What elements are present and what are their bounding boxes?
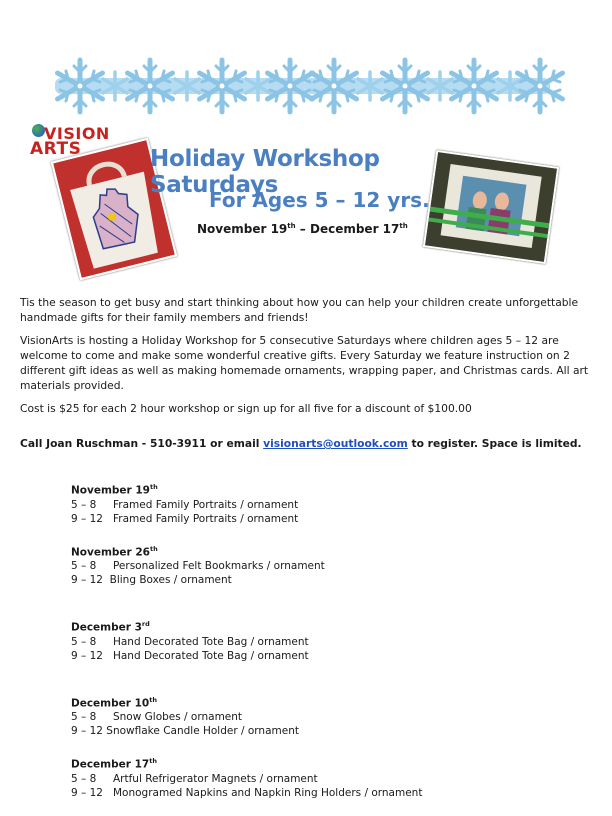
schedule-row: 9 – 12 Hand Decorated Tote Bag / ornament — [71, 649, 309, 662]
description-paragraph: VisionArts is hosting a Holiday Workshop for 5 consecutive Saturdays where children ages 5 – 12 are welcome to come and make some wonderful creative gifts. Every Saturday we feature instruction on 2 different gift ideas as well as making homemade ornaments, wrapping paper, and Christmas cards. All art materials provided. — [20, 334, 589, 392]
start-date: November 19 — [197, 222, 288, 236]
schedule-date-text: December 10 — [71, 697, 150, 709]
schedule-date — [71, 693, 521, 711]
schedule-row: 5 – 8 Artful Refrigerator Magnets / ornament — [71, 772, 318, 785]
intro-paragraph: Tis the season to get busy and start thinking about how you can help your children create unforgettable handmade gifts for their family members and friends! — [20, 296, 579, 324]
page-title: Holiday Workshop Saturdays — [150, 146, 380, 198]
schedule-day — [71, 480, 521, 526]
schedule-date-text: November 26 — [71, 546, 150, 558]
schedule-row: 5 – 8 Snow Globes / ornament — [71, 711, 243, 723]
schedule-row: 9 – 12 Framed Family Portraits / ornament — [71, 512, 299, 525]
schedule-date — [71, 754, 521, 772]
contact-text-end: to register. Space is limited. — [407, 437, 582, 450]
schedule-row: 9 – 12 Bling Boxes / ornament — [71, 574, 232, 586]
schedule-row: 9 – 12 Monogramed Napkins and Napkin Ring Holders / ornament — [71, 786, 423, 799]
schedule-date-text: November 19 — [71, 484, 150, 497]
logo-line-2: ARTS — [30, 139, 82, 159]
end-date-suffix: th — [399, 222, 408, 230]
date-separator: – — [295, 222, 310, 236]
start-date-suffix: th — [287, 222, 296, 230]
workshop-schedule — [71, 480, 521, 816]
schedule-date-text: December 17 — [71, 758, 150, 771]
schedule-date-suffix: th — [149, 695, 157, 704]
schedule-row: 5 – 8 Hand Decorated Tote Bag / ornament — [71, 635, 309, 648]
schedule-day — [71, 617, 521, 663]
schedule-date-text: December 3 — [71, 621, 142, 634]
schedule-date-suffix: th — [150, 483, 158, 491]
email-link[interactable]: visionarts@outlook.com — [263, 437, 408, 450]
contact-text: Call Joan Ruschman - 510-3911 or email — [20, 437, 264, 450]
end-date: December 17 — [309, 222, 400, 236]
schedule-row: 9 – 12 Snowflake Candle Holder / ornament — [71, 725, 299, 737]
age-range-heading: For Ages 5 – 12 yrs. — [209, 188, 430, 212]
logo-line-1: VISION — [44, 124, 110, 143]
schedule-date — [71, 480, 521, 498]
schedule-day — [71, 754, 521, 800]
schedule-row: 5 – 8 Framed Family Portraits / ornament — [71, 498, 299, 511]
schedule-date — [71, 542, 521, 560]
schedule-row: 5 – 8 Personalized Felt Bookmarks / ornament — [71, 560, 325, 572]
schedule-day — [71, 693, 521, 739]
workshop-date-range — [197, 222, 408, 236]
schedule-date-suffix: rd — [141, 620, 150, 628]
schedule-date — [71, 617, 521, 635]
cost-paragraph: Cost is $25 for each 2 hour workshop or sign up for all five for a discount of $100.00 — [20, 402, 472, 415]
schedule-day — [71, 542, 521, 588]
contact-paragraph — [20, 436, 592, 451]
schedule-date-suffix: th — [149, 757, 157, 765]
schedule-date-suffix: th — [150, 544, 158, 553]
